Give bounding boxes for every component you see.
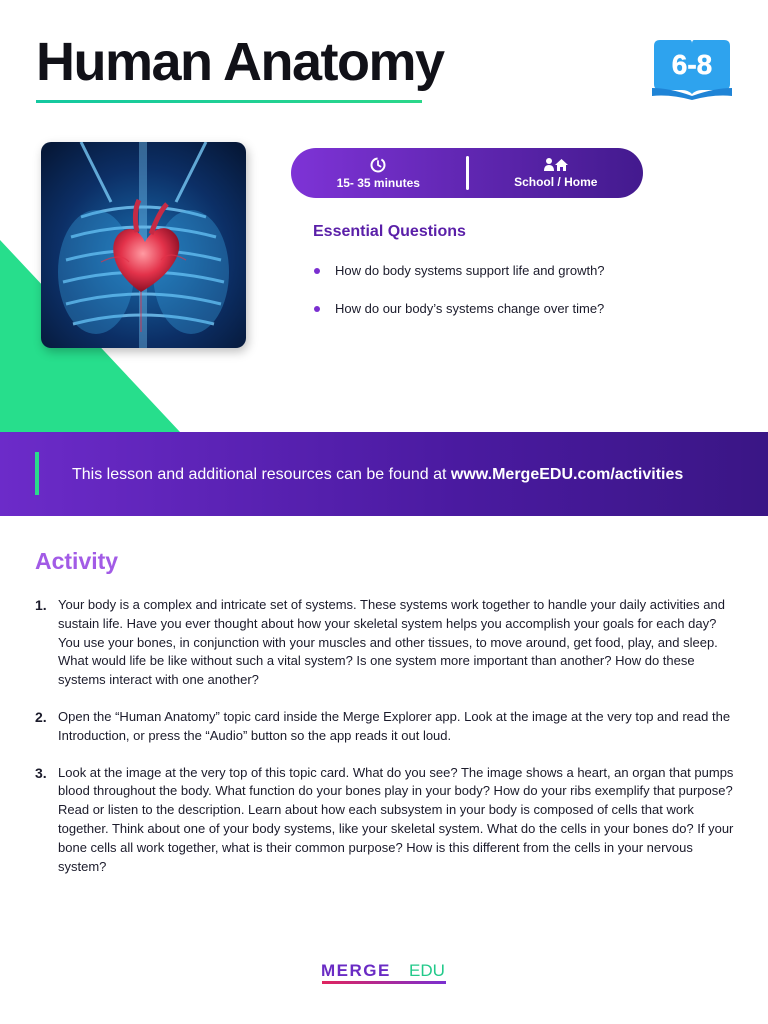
resources-link[interactable]: www.MergeEDU.com/activities: [450, 466, 684, 483]
logo-merge: MERGE: [321, 961, 391, 980]
step-number: 3.: [35, 764, 47, 781]
activity-steps: [35, 596, 735, 894]
activity-step: [35, 596, 735, 690]
lesson-info-pill: [291, 148, 643, 198]
page-title: Human Anatomy: [36, 32, 444, 92]
location-text: School / Home: [514, 175, 598, 189]
step-number: 2.: [35, 708, 47, 725]
banner-message: This lesson and additional resources can be found at: [72, 466, 451, 483]
duration-text: 15- 35 minutes: [336, 176, 420, 190]
activity-heading: Activity: [35, 548, 119, 574]
banner-text: [72, 466, 683, 484]
grade-badge: [650, 36, 734, 102]
step-text: Your body is a complex and intricate set of systems. These systems work together to handle your daily activities and sustain life. Have you ever thought about how your skeletal system helps you accomplish your goals for each day? You use your bones, in conjunction with your muscles and other tissues, to move around, get food, play, and sleep. What would life be like without such a vital system? Is one system more important than another? How do these systems interact with one another?: [58, 597, 725, 688]
list-item: How do body systems support life and growth?: [313, 262, 605, 300]
step-text: Open the “Human Anatomy” topic card inside the Merge Explorer app. Look at the image at the very top and read the Introduction, or press the “Audio” button so the app reads it out loud.: [58, 708, 731, 743]
location-info: [469, 157, 644, 189]
essential-questions-heading: Essential Questions: [313, 223, 466, 240]
title-underline: [36, 100, 422, 103]
list-item: How do our body’s systems change over time?: [313, 300, 605, 338]
timer-icon: [369, 156, 387, 174]
banner-accent-bar: [35, 452, 39, 495]
activity-step: [35, 708, 735, 746]
essential-questions-list: [313, 262, 605, 338]
step-number: 1.: [35, 597, 47, 613]
person-home-icon: [543, 157, 569, 173]
step-text: Look at the image at the very top of this topic card. What do you see? The image shows a heart, an organ that pumps blood throughout the body. What function do your bones play in your body? How do your ribs exemplify that purpose? Read or listen to the description. Learn about how each subsystem in your body is composed of cells that work together. Think about one of your body systems, like your skeletal system. What do the cells in your bones do? If your bone cells all work together, what is their common purpose? How is this different from the cells in your nervous system?: [58, 764, 734, 874]
activity-step: [35, 764, 735, 877]
duration-info: [291, 156, 466, 190]
grade-badge-text: 6-8: [671, 49, 713, 80]
logo-underline: [322, 981, 446, 984]
logo-edu: EDU: [409, 961, 445, 980]
heart-anatomy-image: [41, 142, 246, 348]
